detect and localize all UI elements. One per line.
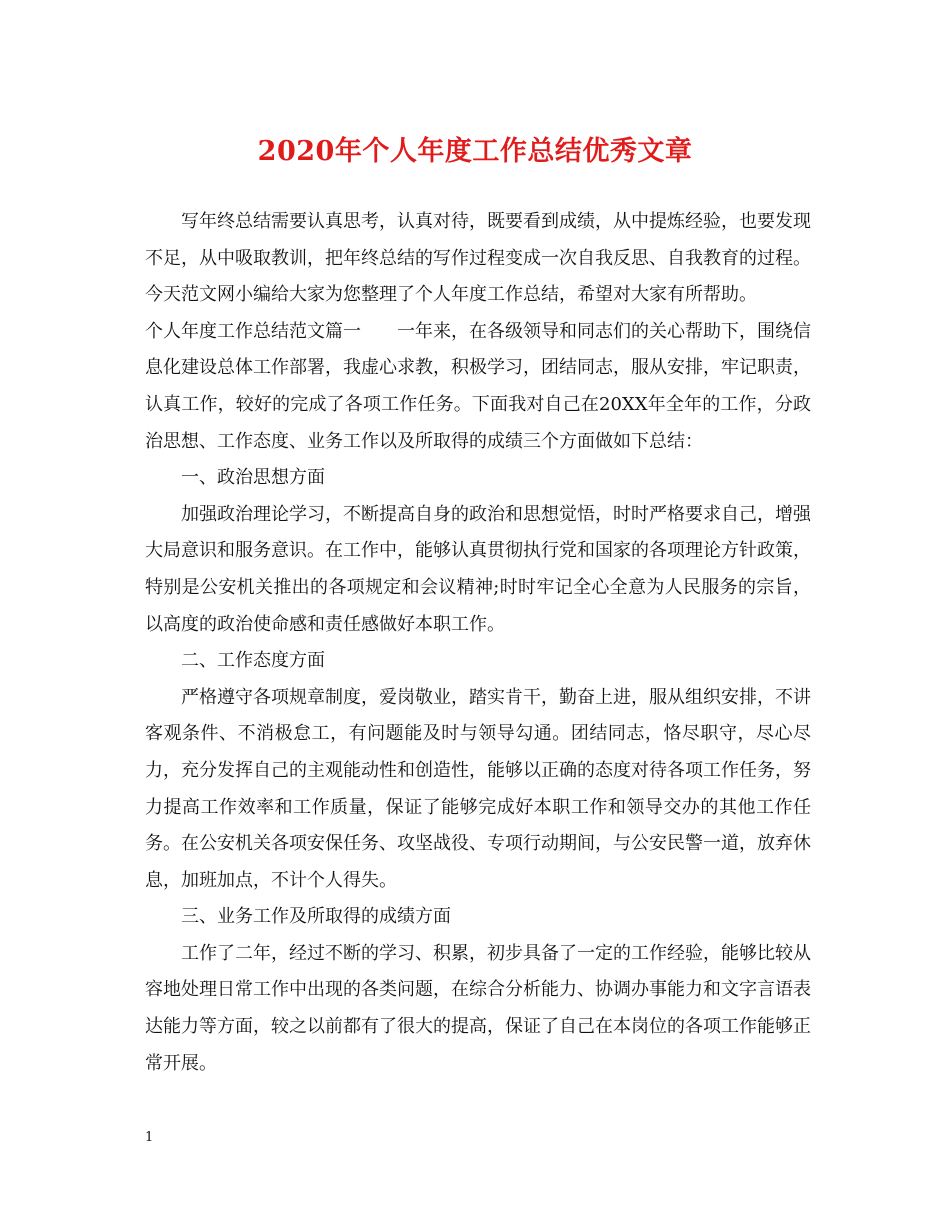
document-body xyxy=(145,204,811,1082)
section-intro-paragraph: 个人年度工作总结范文篇一 一年来，在各级领导和同志们的关心帮助下，围绕信息化建设总体工作部署，我虚心求教，积极学习，团结同志，服从安排，牢记职责，认真工作，较好的完成了各项工作任务。下面我对自己在20XX年全年的工作，分政治思想、工作态度、业务工作以及所取得的成绩三个方面做如下总结： xyxy=(145,320,811,452)
business-paragraph: 工作了二年，经过不断的学习、积累，初步具备了一定的工作经验，能够比较从容地处理日常工作中出现的各类问题，在综合分析能力、协调办事能力和文字言语表达能力等方面，较之以前都有了很大的提高，保证了自己在本岗位的各项工作能够正常开展。 xyxy=(145,942,811,1074)
page-number: 1 xyxy=(145,1130,154,1145)
document-title: 2020年个人年度工作总结优秀文章 xyxy=(257,136,693,167)
intro-paragraph: 写年终总结需要认真思考，认真对待，既要看到成绩，从中提炼经验，也要发现不足，从中吸取教训，把年终总结的写作过程变成一次自我反思、自我教育的过程。今天范文网小编给大家为您整理了个人年度工作总结，希望对大家有所帮助。 xyxy=(145,211,811,306)
attitude-paragraph: 严格遵守各项规章制度，爱岗敬业，踏实肯干，勤奋上进，服从组织安排，不讲客观条件、不消极怠工，有问题能及时与领导勾通。团结同志，恪尽职守，尽心尽力，充分发挥自己的主观能动性和创造性，能够以正确的态度对待各项工作任务，努力提高工作效率和工作质量，保证了能够完成好本职工作和领导交办的其他工作任务。在公安机关各项安保任务、攻坚战役、专项行动期间，与公安民警一道，放弃休息，加班加点，不计个人得失。 xyxy=(145,686,811,891)
section-heading-attitude: 二、工作态度方面 xyxy=(181,650,325,672)
political-paragraph: 加强政治理论学习，不断提高自身的政治和思想觉悟，时时严格要求自己，增强大局意识和服务意识。在工作中，能够认真贯彻执行党和国家的各项理论方针政策，特别是公安机关推出的各项规定和会议精神;时时牢记全心全意为人民服务的宗旨，以高度的政治使命感和责任感做好本职工作。 xyxy=(145,503,811,635)
section-heading-political: 一、政治思想方面 xyxy=(181,467,325,489)
section-heading-business: 三、业务工作及所取得的成绩方面 xyxy=(181,906,451,928)
